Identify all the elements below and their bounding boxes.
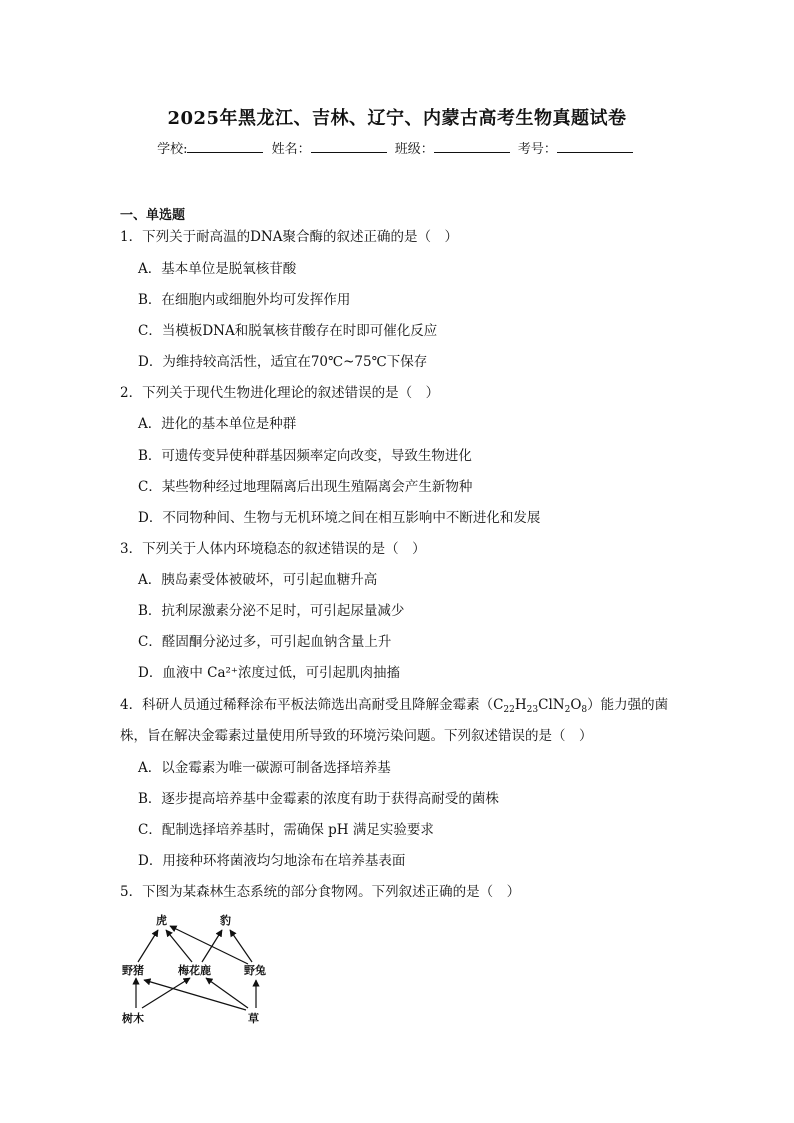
question-2-option-b: B．可遗传变异使种群基因频率定向改变，导致生物进化 xyxy=(138,448,472,464)
q4-stem-post: ）能力强的菌 xyxy=(587,697,669,713)
question-4-option-b: B．逐步提高培养基中金霉素的浓度有助于获得高耐受的菌株 xyxy=(138,791,499,807)
question-4-stem-line2: 株，旨在解决金霉素过量使用所导致的环境污染问题。下列叙述错误的是（ ） xyxy=(120,728,593,744)
exam-no-label: 考号： xyxy=(517,142,557,157)
question-3-option-c: C．醛固酮分泌过多，可引起血钠含量上升 xyxy=(138,634,392,650)
question-2-option-d: D．不同物种间、生物与无机环境之间在相互影响中不断进化和发展 xyxy=(138,510,541,526)
question-4-option-a: A．以金霉素为唯一碳源可制备选择培养基 xyxy=(138,760,391,776)
arrow-boar-tiger xyxy=(138,930,158,962)
question-1-option-d: D．为维持较高活性，适宜在70℃~75℃下保存 xyxy=(138,354,428,370)
formula-sub: 8 xyxy=(581,705,588,715)
class-label: 班级： xyxy=(394,142,434,157)
name-label: 姓名： xyxy=(271,142,311,157)
node-tree: 树木 xyxy=(122,1012,144,1025)
question-4-stem-line1 xyxy=(120,697,668,718)
question-5-stem: 5．下图为某森林生态系统的部分食物网。下列叙述正确的是（ ） xyxy=(120,884,521,900)
page-title: 2025年黑龙江、吉林、辽宁、内蒙古高考生物真题试卷 xyxy=(167,108,627,129)
student-info-row xyxy=(0,138,794,157)
formula-element: O xyxy=(570,697,582,713)
formula-sub: 22 xyxy=(503,705,515,715)
class-blank[interactable] xyxy=(434,140,510,153)
arrow-grass-deer xyxy=(206,978,248,1008)
question-1-option-a: A．基本单位是脱氧核苷酸 xyxy=(138,261,297,277)
question-3-option-a: A．胰岛素受体被破坏，可引起血糖升高 xyxy=(138,572,378,588)
question-1-option-c: C．当模板DNA和脱氧核苷酸存在时即可催化反应 xyxy=(138,323,438,339)
question-1-stem: 1．下列关于耐高温的DNA聚合酶的叙述正确的是（ ） xyxy=(120,229,458,245)
formula-element: ClN xyxy=(538,697,565,713)
question-1-option-b: B．在细胞内或细胞外均可发挥作用 xyxy=(138,292,351,308)
q4-stem-pre: 4．科研人员通过稀释涂布平板法筛选出高耐受且降解金霉素（C xyxy=(120,697,504,713)
name-blank[interactable] xyxy=(311,140,387,153)
food-web-diagram xyxy=(118,908,278,1030)
school-label: 学校: xyxy=(157,142,188,157)
node-boar: 野猪 xyxy=(122,964,144,977)
arrow-rabbit-tiger xyxy=(170,926,248,964)
arrow-tree-deer xyxy=(142,978,190,1008)
question-4-option-d: D．用接种环将菌液均匀地涂布在培养基表面 xyxy=(138,853,406,869)
question-3-stem: 3．下列关于人体内环境稳态的叙述错误的是（ ） xyxy=(120,541,426,557)
question-3-option-b: B．抗利尿激素分泌不足时，可引起尿量减少 xyxy=(138,603,405,619)
formula-sub: 23 xyxy=(526,705,539,715)
formula-element: H xyxy=(514,697,527,713)
question-2-stem: 2．下列关于现代生物进化理论的叙述错误的是（ ） xyxy=(120,385,440,401)
formula-sub: 2 xyxy=(564,705,571,715)
node-rabbit: 野兔 xyxy=(244,964,266,977)
question-2-option-a: A．进化的基本单位是种群 xyxy=(138,416,297,432)
node-leopard: 豹 xyxy=(220,914,231,927)
node-grass: 草 xyxy=(248,1012,259,1025)
node-deer: 梅花鹿 xyxy=(178,964,211,977)
section-heading: 一、单选题 xyxy=(120,208,186,223)
question-3-option-d: D．血液中 Ca²⁺浓度过低，可引起肌肉抽搐 xyxy=(138,665,401,681)
exam-no-blank[interactable] xyxy=(557,140,633,153)
question-2-option-c: C．某些物种经过地理隔离后出现生殖隔离会产生新物种 xyxy=(138,479,473,495)
school-blank[interactable] xyxy=(187,140,263,153)
question-4-option-c: C．配制选择培养基时，需确保 pH 满足实验要求 xyxy=(138,822,434,838)
node-tiger: 虎 xyxy=(156,914,167,927)
